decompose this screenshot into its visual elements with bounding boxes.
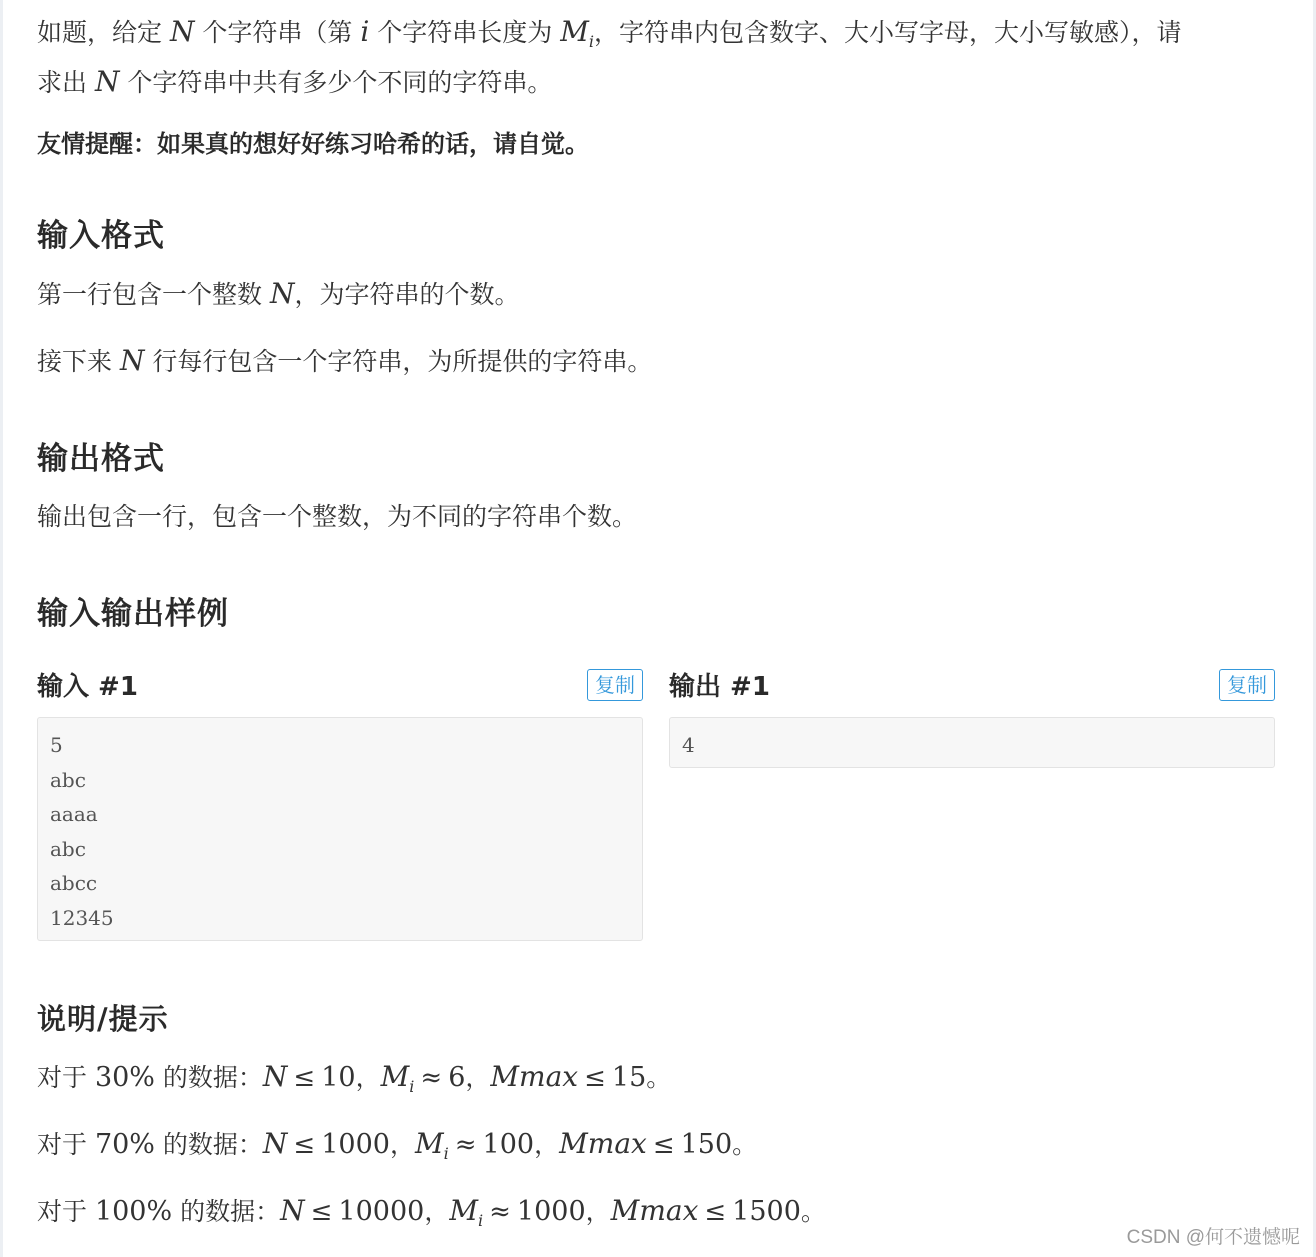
intro-paragraph: 如题，给定 N 个字符串（第 i 个字符串长度为 $M_i$，字符串内包含数字、大小写字母，大小写敏感），请 求出 N 个字符串中共有多少个不同的字符串。 (37, 15, 1182, 98)
copy-output-button[interactable]: 复制 (1219, 669, 1275, 701)
hint-row-70: 对于 70% 的数据：N ≤ 1000，$M_i \approx 100$，Mmax ≤ 150。 (37, 1127, 758, 1163)
input-line: aaaa (50, 802, 98, 826)
input-line: 12345 (50, 905, 114, 930)
hint-row-30: 对于 30% 的数据：N ≤ 10，$M_i \approx 6$，Mmax ≤ 15。 (37, 1060, 672, 1096)
hint-row-100: 对于 100% 的数据：N ≤ 10000，$M_i \approx 1000$，Mmax ≤ 1500。 (37, 1194, 826, 1230)
math-i: i (360, 15, 370, 48)
input-sample-title: 输入 #1 (37, 672, 138, 702)
copy-input-button[interactable]: 复制 (587, 669, 643, 701)
input-line: abcc (50, 871, 98, 895)
input-format-line-2: 接下来 N 行每行包含一个字符串，为所提供的字符串。 (37, 344, 653, 377)
input-line: abc (50, 767, 86, 792)
math-N: N (169, 15, 195, 48)
hint-heading: 说明/提示 (37, 1002, 169, 1036)
csdn-watermark: CSDN @何不遗憾呢 (1126, 1227, 1300, 1248)
left-border (0, 0, 3, 1257)
input-line: abc (50, 836, 86, 861)
output-format-line: 输出包含一行，包含一个整数，为不同的字符串个数。 (37, 502, 638, 531)
input-line: 5 (50, 733, 63, 757)
friendly-tip: 友情提醒：如果真的想好好练习哈希的话，请自觉。 (37, 130, 589, 158)
input-format-heading: 输入格式 (37, 218, 165, 254)
math-M: M (560, 15, 589, 48)
output-format-heading: 输出格式 (37, 441, 165, 477)
input-format-line-1: 第一行包含一个整数 N，为字符串的个数。 (37, 277, 520, 310)
input-sample-box (37, 717, 643, 941)
math-N: N (94, 65, 120, 98)
output-sample-title: 输出 #1 (669, 672, 770, 702)
output-line: 4 (682, 733, 695, 757)
output-sample-header (669, 666, 1275, 703)
output-sample-box (669, 717, 1275, 768)
samples-heading: 输入输出样例 (37, 596, 229, 632)
input-sample-header (37, 666, 643, 703)
